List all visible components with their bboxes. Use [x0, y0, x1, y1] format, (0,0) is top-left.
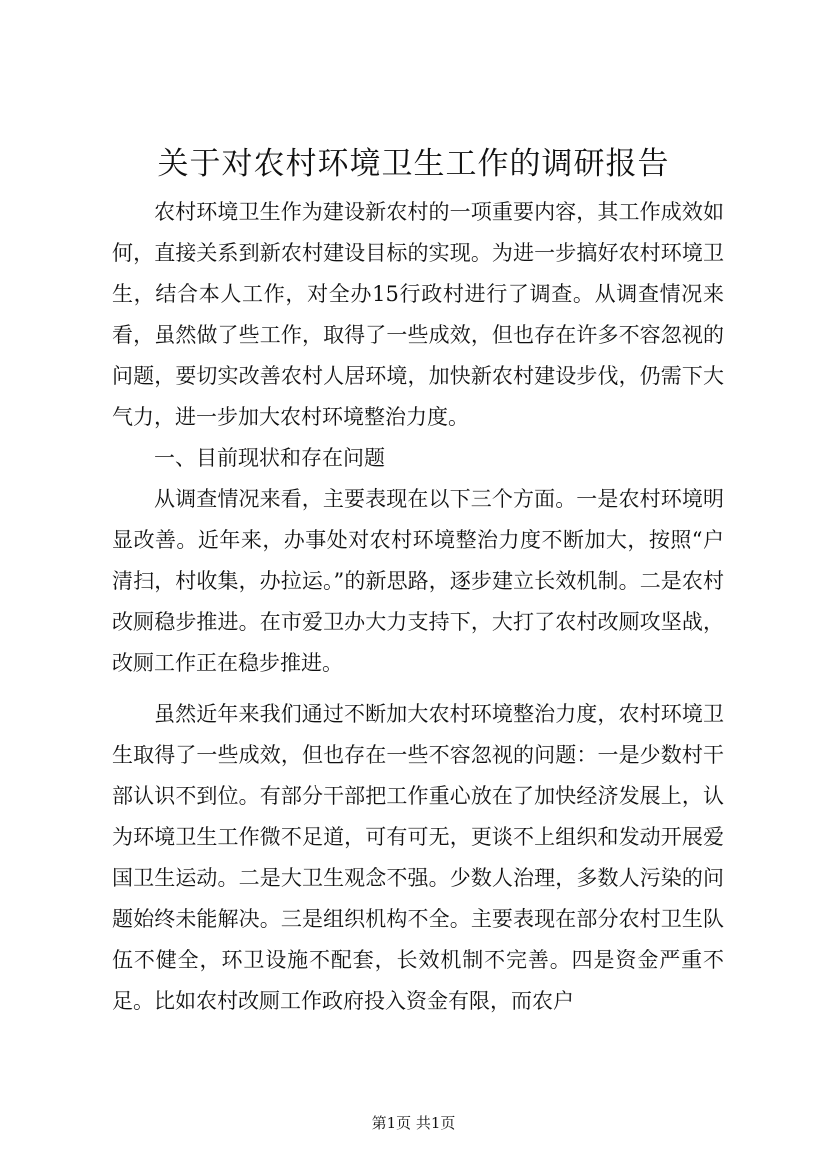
document-title: 关于对农村环境卫生工作的调研报告	[157, 146, 670, 182]
paragraph-problems: 虽然近年来我们通过不断加大农村环境整治力度，农村环境卫生取得了一些成效，但也存在一些不容忽视的问题：一是少数村干部认识不到位。有部分干部把工作重心放在了加快经济发展上，认为环境卫生工作微不足道，可有可无，更谈不上组织和发动开展爱国卫生运动。二是大卫生观念不强。少数人治理，多数人污染的问题始终未能解决。三是组织机构不全。主要表现在部分农村卫生队伍不健全，环卫设施不配套，长效机制不完善。四是资金严重不足。比如农村改厕工作政府投入资金有限，而农户	[112, 702, 724, 1013]
paragraph-intro: 农村环境卫生作为建设新农村的一项重要内容，其工作成效如何，直接关系到新农村建设目标的实现。为进一步搞好农村环境卫生，结合本人工作，对全办15行政村进行了调查。从调查情况来看，虽然做了些工作，取得了一些成效，但也存在许多不容忽视的问题，要切实改善农村人居环境，加快新农村建设步伐，仍需下大气力，进一步加大农村环境整治力度。	[112, 200, 724, 429]
section-heading: 一、目前现状和存在问题	[154, 446, 385, 470]
document-body	[112, 192, 724, 1022]
paragraph-current-status: 从调查情况来看，主要表现在以下三个方面。一是农村环境明显改善。近年来，办事处对农村环境整治力度不断加大，按照“户清扫，村收集，办拉运。”的新思路，逐步建立长效机制。二是农村改厕稳步推进。在市爱卫办大力支持下，大打了农村改厕攻坚战，改厕工作正在稳步推进。	[112, 487, 724, 675]
page-footer: 第1页 共1页	[371, 1114, 456, 1132]
